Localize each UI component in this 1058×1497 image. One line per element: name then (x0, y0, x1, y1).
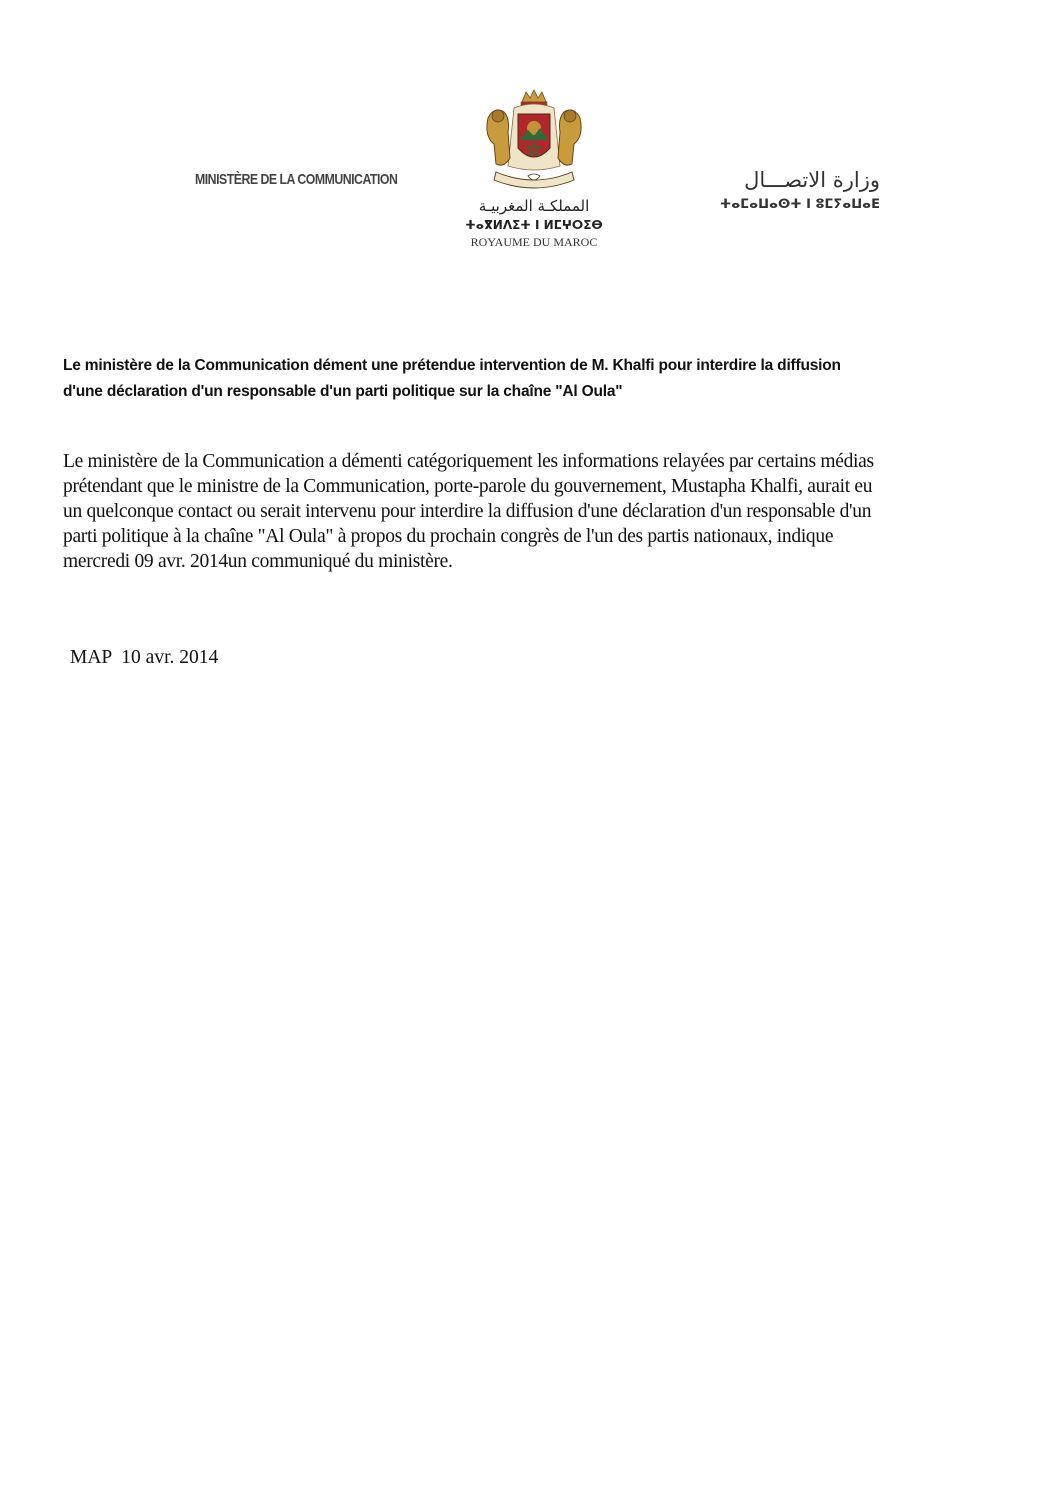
body-line: un quelconque contact ou serait intervenu pour interdire la diffusion d'une déclaration d'un responsable d'un (63, 501, 872, 522)
body-line: mercredi 09 avr. 2014un communiqué du ministère. (63, 551, 453, 572)
moroccan-coat-of-arms-icon (474, 88, 594, 198)
press-release-body (63, 449, 1003, 574)
body-line: prétendant que le ministre de la Communication, porte-parole du gouvernement, Mustapha Khalfi, aurait eu (63, 476, 873, 497)
kingdom-name-arabic: المملكـة المغربيـة (478, 197, 590, 215)
ministry-name-tifinagh: ⵜⴰⵎⴰⵡⴰⵙⵜ ⵏ ⵓⵎⵢⴰⵡⴰⴹ (719, 197, 880, 212)
kingdom-name-tifinagh: ⵜⴰⴳⵍⴷⵉⵜ ⵏ ⵍⵎⵖⵔⵉⴱ (465, 218, 603, 232)
body-line: parti politique à la chaîne "Al Oula" à propos du prochain congrès de l'un des partis nationaux, indique (63, 526, 834, 547)
headline-line: d'une déclaration d'un responsable d'un parti politique sur la chaîne "Al Oula" (63, 383, 623, 400)
press-release-headline (63, 353, 993, 405)
body-line: Le ministère de la Communication a démenti catégoriquement les informations relayées par certains médias (63, 451, 874, 472)
kingdom-name-french: ROYAUME DU MAROC (470, 235, 598, 249)
source-date-line: MAP 10 avr. 2014 (70, 647, 219, 668)
headline-line: Le ministère de la Communication dément une prétendue intervention de M. Khalfi pour interdire la diffusion (63, 357, 841, 374)
ministry-name-french: MINISTÈRE DE LA COMMUNICATION (195, 171, 398, 188)
ministry-name-arabic: وزارة الاتصـــال (744, 168, 880, 192)
